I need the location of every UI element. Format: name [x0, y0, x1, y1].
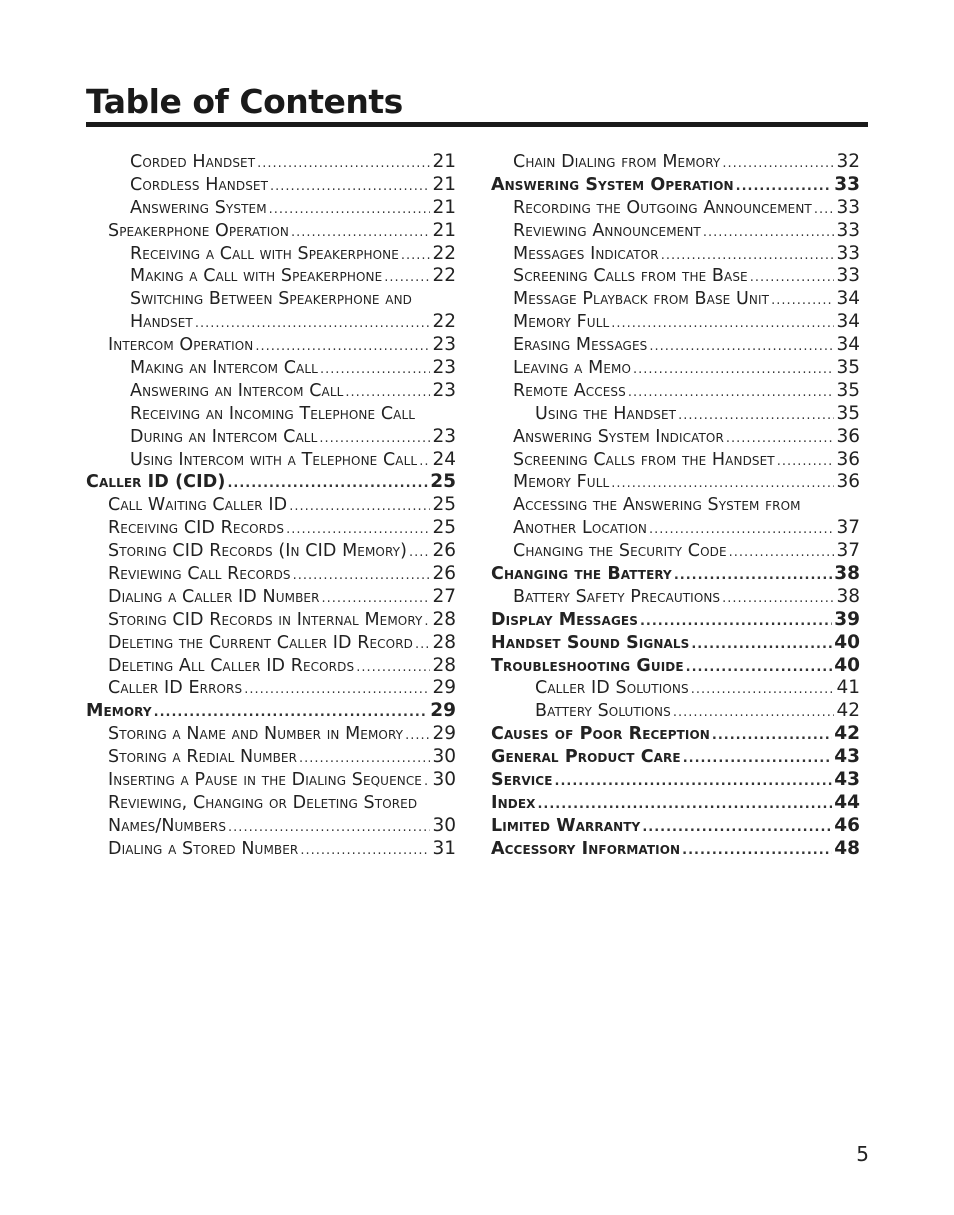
- toc-entry-page: 30: [432, 769, 456, 791]
- dot-leader: [628, 382, 835, 405]
- toc-entry-title: Limited Warranty: [491, 815, 641, 836]
- toc-entry-page: 39: [834, 608, 860, 630]
- toc-entry-title: Using the Handset: [535, 403, 677, 424]
- dot-leader: [424, 611, 430, 634]
- toc-entry-title: Causes of Poor Reception: [491, 724, 710, 745]
- toc-entry-page: 43: [834, 769, 860, 791]
- toc-entry-page: 25: [432, 494, 456, 516]
- dot-leader: [642, 817, 832, 840]
- toc-entry-title: Message Playback from Base Unit: [513, 289, 770, 310]
- toc-entry: [491, 471, 860, 494]
- toc-entry-page: 23: [432, 357, 456, 379]
- toc-entry: [86, 815, 456, 838]
- dot-leader: [289, 496, 430, 519]
- toc-entry-title: Storing a Redial Number: [108, 747, 298, 768]
- dot-leader: [611, 313, 834, 336]
- toc-entry-title: Corded Handset: [130, 152, 256, 172]
- toc-entry: [86, 494, 456, 517]
- toc-entry-page: 48: [834, 837, 860, 859]
- toc-entry-page: 43: [834, 746, 860, 768]
- toc-entry: [86, 677, 456, 700]
- toc-entry: [86, 426, 456, 449]
- dot-leader: [691, 634, 832, 657]
- toc-entry-page: 36: [836, 471, 860, 493]
- toc-entry: [491, 609, 860, 632]
- dot-leader: [322, 588, 431, 611]
- toc-entry: [491, 334, 860, 357]
- dot-leader: [384, 267, 430, 290]
- toc-entry: [86, 380, 456, 403]
- toc-entry-title: Answering System: [130, 197, 267, 218]
- toc-entry-page: 25: [432, 517, 456, 539]
- toc-entry-page: 26: [432, 563, 456, 585]
- dot-leader: [286, 519, 430, 542]
- dot-leader: [227, 473, 428, 496]
- toc-entry: [86, 586, 456, 609]
- dot-leader: [750, 267, 835, 290]
- toc-entry: [491, 288, 860, 311]
- toc-entry-page: 37: [836, 540, 860, 562]
- toc-entry: [491, 723, 860, 746]
- dot-leader: [686, 657, 833, 680]
- toc-entry: [86, 265, 456, 288]
- toc-entry-page: 28: [432, 654, 456, 676]
- toc-entry-page: 24: [432, 448, 456, 470]
- toc-entry: [491, 265, 860, 288]
- toc-entry: [491, 563, 860, 586]
- dot-leader: [345, 382, 430, 405]
- toc-entry-page: 33: [834, 173, 860, 195]
- toc-entry-title: Receiving an Incoming Telephone Call: [130, 403, 416, 424]
- dot-leader: [405, 725, 430, 748]
- dot-leader: [154, 702, 429, 725]
- toc-entry: [86, 471, 456, 494]
- dot-leader: [611, 473, 834, 496]
- toc-entry: [86, 311, 456, 334]
- toc-entry: [491, 449, 860, 472]
- dot-leader: [674, 565, 832, 588]
- toc-entry-page: 36: [836, 448, 860, 470]
- toc-entry-title: Display Messages: [491, 609, 638, 630]
- toc-entry-page: 28: [432, 608, 456, 630]
- dot-leader: [409, 542, 430, 565]
- dot-leader: [777, 451, 835, 474]
- toc-entry-title: Storing CID Records (In CID Memory): [108, 541, 407, 562]
- toc-entry: [86, 563, 456, 586]
- toc-right-column: [491, 151, 860, 861]
- toc-entry: [491, 792, 860, 815]
- toc-entry: [491, 655, 860, 678]
- toc-entry: [491, 586, 860, 609]
- dot-leader: [319, 428, 430, 451]
- toc-entry-page: 33: [836, 219, 860, 241]
- toc-entry-page: 22: [432, 265, 456, 287]
- dot-leader: [683, 748, 833, 771]
- toc-entry-title: Switching Between Speakerphone and: [130, 289, 412, 310]
- toc-entry: [86, 174, 456, 197]
- dot-leader: [555, 771, 833, 794]
- toc-entry-title: Storing CID Records in Internal Memory: [108, 609, 423, 630]
- dot-leader: [682, 840, 832, 863]
- toc-entry: [491, 769, 860, 792]
- dot-leader: [729, 542, 835, 565]
- toc-entry-page: 25: [430, 471, 456, 493]
- dot-leader: [269, 199, 431, 222]
- toc-entry-title: Changing the Battery: [491, 564, 672, 585]
- toc-entry: [491, 311, 860, 334]
- toc-entry-title: Reviewing Announcement: [513, 220, 701, 241]
- toc-left-column: [86, 151, 456, 861]
- toc-entry: [86, 792, 456, 815]
- toc-entry: [491, 517, 860, 540]
- toc-entry-page: 23: [432, 334, 456, 356]
- toc-entry: [86, 609, 456, 632]
- toc-entry-title: Reviewing Call Records: [108, 564, 291, 585]
- dot-leader: [195, 313, 431, 336]
- toc-entry-title: Memory Full: [513, 472, 610, 493]
- toc-entry-page: 23: [432, 379, 456, 401]
- dot-leader: [649, 336, 834, 359]
- toc-entry-title: Call Waiting Caller ID: [108, 495, 288, 516]
- toc-entry: [491, 746, 860, 769]
- toc-entry-page: 35: [836, 379, 860, 401]
- toc-entry-title: Speakerphone Operation: [108, 220, 289, 241]
- toc-entry: [86, 243, 456, 266]
- toc-entry-title: Index: [491, 792, 536, 813]
- dot-leader: [320, 359, 431, 382]
- toc-entry: [86, 746, 456, 769]
- toc-entry: [86, 197, 456, 220]
- toc-entry-page: 31: [432, 837, 456, 859]
- dot-leader: [244, 679, 430, 702]
- page-title: Table of Contents: [86, 82, 403, 121]
- toc-entry-title: Caller ID Errors: [108, 678, 243, 699]
- toc-entry-title: Another Location: [513, 518, 647, 539]
- toc-entry: [86, 403, 456, 426]
- toc-entry-page: 28: [432, 631, 456, 653]
- dot-leader: [291, 222, 430, 245]
- toc-entry: [491, 632, 860, 655]
- toc-entry-title: Accessing the Answering System from: [513, 495, 801, 516]
- toc-entry: [86, 700, 456, 723]
- toc-entry-title: Receiving a Call with Speakerphone: [130, 243, 399, 264]
- toc-entry-page: 40: [834, 631, 860, 653]
- toc-entry-page: 21: [432, 151, 456, 172]
- toc-entry-page: 33: [836, 196, 860, 218]
- toc-entry-page: 27: [432, 585, 456, 607]
- toc-entry-title: Deleting the Current Caller ID Record: [108, 632, 413, 653]
- toc-entry-title: Erasing Messages: [513, 335, 648, 356]
- toc-entry-title: Leaving a Memo: [513, 358, 632, 379]
- dot-leader: [722, 153, 834, 176]
- toc-entry-title: Dialing a Caller ID Number: [108, 586, 320, 607]
- toc-entry-title: Remote Access: [513, 380, 626, 401]
- toc-entry-title: Using Intercom with a Telephone Call: [130, 449, 418, 470]
- toc-entry-title: Service: [491, 770, 553, 791]
- toc-entry-title: Answering System Indicator: [513, 426, 724, 447]
- toc-entry-page: 21: [432, 196, 456, 218]
- toc-entry-title: Battery Solutions: [535, 701, 671, 722]
- toc-entry: [491, 815, 860, 838]
- dot-leader: [228, 817, 430, 840]
- toc-entry: [491, 174, 860, 197]
- toc-entry-title: Answering an Intercom Call: [130, 380, 344, 401]
- toc-entry: [86, 769, 456, 792]
- toc-entry-page: 41: [836, 677, 860, 699]
- dot-leader: [771, 290, 834, 313]
- toc-entry-title: Memory Full: [513, 312, 610, 333]
- dot-leader: [736, 176, 833, 199]
- toc-entry-page: 21: [432, 173, 456, 195]
- dot-leader: [300, 840, 430, 863]
- toc-entry-page: 38: [836, 585, 860, 607]
- toc-entry-title: Answering System Operation: [491, 174, 734, 195]
- toc-entry: [86, 357, 456, 380]
- dot-leader: [293, 565, 431, 588]
- toc-entry-page: 29: [432, 723, 456, 745]
- toc-entry: [491, 151, 860, 174]
- toc-entry: [86, 449, 456, 472]
- toc-entry-page: 29: [432, 677, 456, 699]
- toc-entry-title: Changing the Security Code: [513, 541, 727, 562]
- dot-leader: [703, 222, 835, 245]
- dot-leader: [633, 359, 834, 382]
- dot-leader: [678, 405, 834, 428]
- toc-entry: [491, 220, 860, 243]
- toc-entry-title: Recording the Outgoing Announcement: [513, 197, 812, 218]
- toc-entry: [491, 403, 860, 426]
- toc-entry: [491, 197, 860, 220]
- dot-leader: [257, 153, 430, 176]
- toc-entry-page: 44: [834, 791, 860, 813]
- dot-leader: [726, 428, 835, 451]
- toc-entry-page: 23: [432, 425, 456, 447]
- title-rule: [86, 122, 868, 127]
- dot-leader: [356, 657, 430, 680]
- dot-leader: [415, 634, 430, 657]
- dot-leader: [270, 176, 430, 199]
- toc-entry-title: Caller ID Solutions: [535, 678, 689, 699]
- dot-leader: [424, 771, 430, 794]
- toc-entry-page: 42: [836, 700, 860, 722]
- toc-entry-title: Making an Intercom Call: [130, 358, 318, 379]
- dot-leader: [661, 245, 835, 268]
- toc-entry-title: During an Intercom Call: [130, 426, 318, 447]
- toc-entry: [86, 723, 456, 746]
- toc-entry-title: Accessory Information: [491, 838, 681, 859]
- dot-leader: [299, 748, 430, 771]
- toc-entry-title: Messages Indicator: [513, 243, 659, 264]
- toc-entry-page: 35: [836, 402, 860, 424]
- toc-entry-title: Dialing a Stored Number: [108, 838, 299, 859]
- toc-entry-title: Receiving CID Records: [108, 518, 285, 539]
- dot-leader: [673, 702, 835, 725]
- toc-entry-title: Inserting a Pause in the Dialing Sequence: [108, 770, 422, 791]
- toc-entry: [86, 151, 456, 174]
- toc-entry: [86, 517, 456, 540]
- dot-leader: [712, 725, 832, 748]
- toc-entry-page: 46: [834, 814, 860, 836]
- toc-entry-page: 29: [430, 700, 456, 722]
- dot-leader: [691, 679, 835, 702]
- toc-entry-title: Chain Dialing from Memory: [513, 152, 721, 172]
- toc-entry-page: 22: [432, 242, 456, 264]
- toc-entry-title: Reviewing, Changing or Deleting Stored: [108, 792, 418, 813]
- dot-leader: [640, 611, 832, 634]
- toc-entry: [491, 838, 860, 861]
- toc-entry: [86, 655, 456, 678]
- toc-entry-page: 34: [836, 311, 860, 333]
- dot-leader: [401, 245, 431, 268]
- dot-leader: [255, 336, 430, 359]
- dot-leader: [419, 451, 430, 474]
- toc-entry-title: Handset Sound Signals: [491, 632, 690, 653]
- toc-entry-title: Memory: [86, 701, 152, 722]
- toc-entry-title: General Product Care: [491, 747, 681, 768]
- toc-entry-title: Names/Numbers: [108, 815, 227, 836]
- toc-entry-page: 21: [432, 219, 456, 241]
- toc-entry-page: 34: [836, 288, 860, 310]
- toc-entry-page: 26: [432, 540, 456, 562]
- toc-entry: [86, 632, 456, 655]
- toc-entry-title: Caller ID (CID): [86, 472, 226, 493]
- toc-entry-title: Handset: [130, 312, 193, 333]
- dot-leader: [814, 199, 835, 222]
- toc-entry-page: 36: [836, 425, 860, 447]
- toc-entry: [491, 540, 860, 563]
- toc-entry-page: 38: [834, 563, 860, 585]
- toc-entry: [86, 334, 456, 357]
- toc-entry: [491, 677, 860, 700]
- toc-entry-title: Screening Calls from the Handset: [513, 449, 775, 470]
- toc-entry: [491, 380, 860, 403]
- toc-entry-title: Cordless Handset: [130, 174, 269, 195]
- toc-entry-page: 30: [432, 814, 456, 836]
- toc-entry: [86, 288, 456, 311]
- toc-entry: [86, 540, 456, 563]
- toc-entry-page: 34: [836, 334, 860, 356]
- toc-entry: [491, 700, 860, 723]
- toc-entry-page: 42: [834, 723, 860, 745]
- toc-entry-title: Battery Safety Precautions: [513, 586, 721, 607]
- toc-entry-title: Deleting All Caller ID Records: [108, 655, 355, 676]
- toc-entry-page: 32: [836, 151, 860, 172]
- toc-entry-title: Storing a Name and Number in Memory: [108, 724, 404, 745]
- toc-entry-page: 40: [834, 654, 860, 676]
- page-number: 5: [856, 1142, 869, 1166]
- toc-entry-page: 30: [432, 746, 456, 768]
- toc-entry: [491, 494, 860, 517]
- toc-entry: [86, 838, 456, 861]
- dot-leader: [649, 519, 834, 542]
- toc-entry-title: Intercom Operation: [108, 335, 254, 356]
- toc-entry-page: 37: [836, 517, 860, 539]
- dot-leader: [722, 588, 834, 611]
- toc-entry: [491, 426, 860, 449]
- dot-leader: [537, 794, 832, 817]
- toc-entry-page: 35: [836, 357, 860, 379]
- toc-entry-page: 22: [432, 311, 456, 333]
- toc-entry-page: 33: [836, 242, 860, 264]
- toc-entry-title: Troubleshooting Guide: [491, 655, 684, 676]
- toc-entry: [491, 357, 860, 380]
- toc-entry-title: Screening Calls from the Base: [513, 266, 748, 287]
- toc-entry: [86, 220, 456, 243]
- toc-entry-title: Making a Call with Speakerphone: [130, 266, 383, 287]
- toc-entry: [491, 243, 860, 266]
- toc-entry-page: 33: [836, 265, 860, 287]
